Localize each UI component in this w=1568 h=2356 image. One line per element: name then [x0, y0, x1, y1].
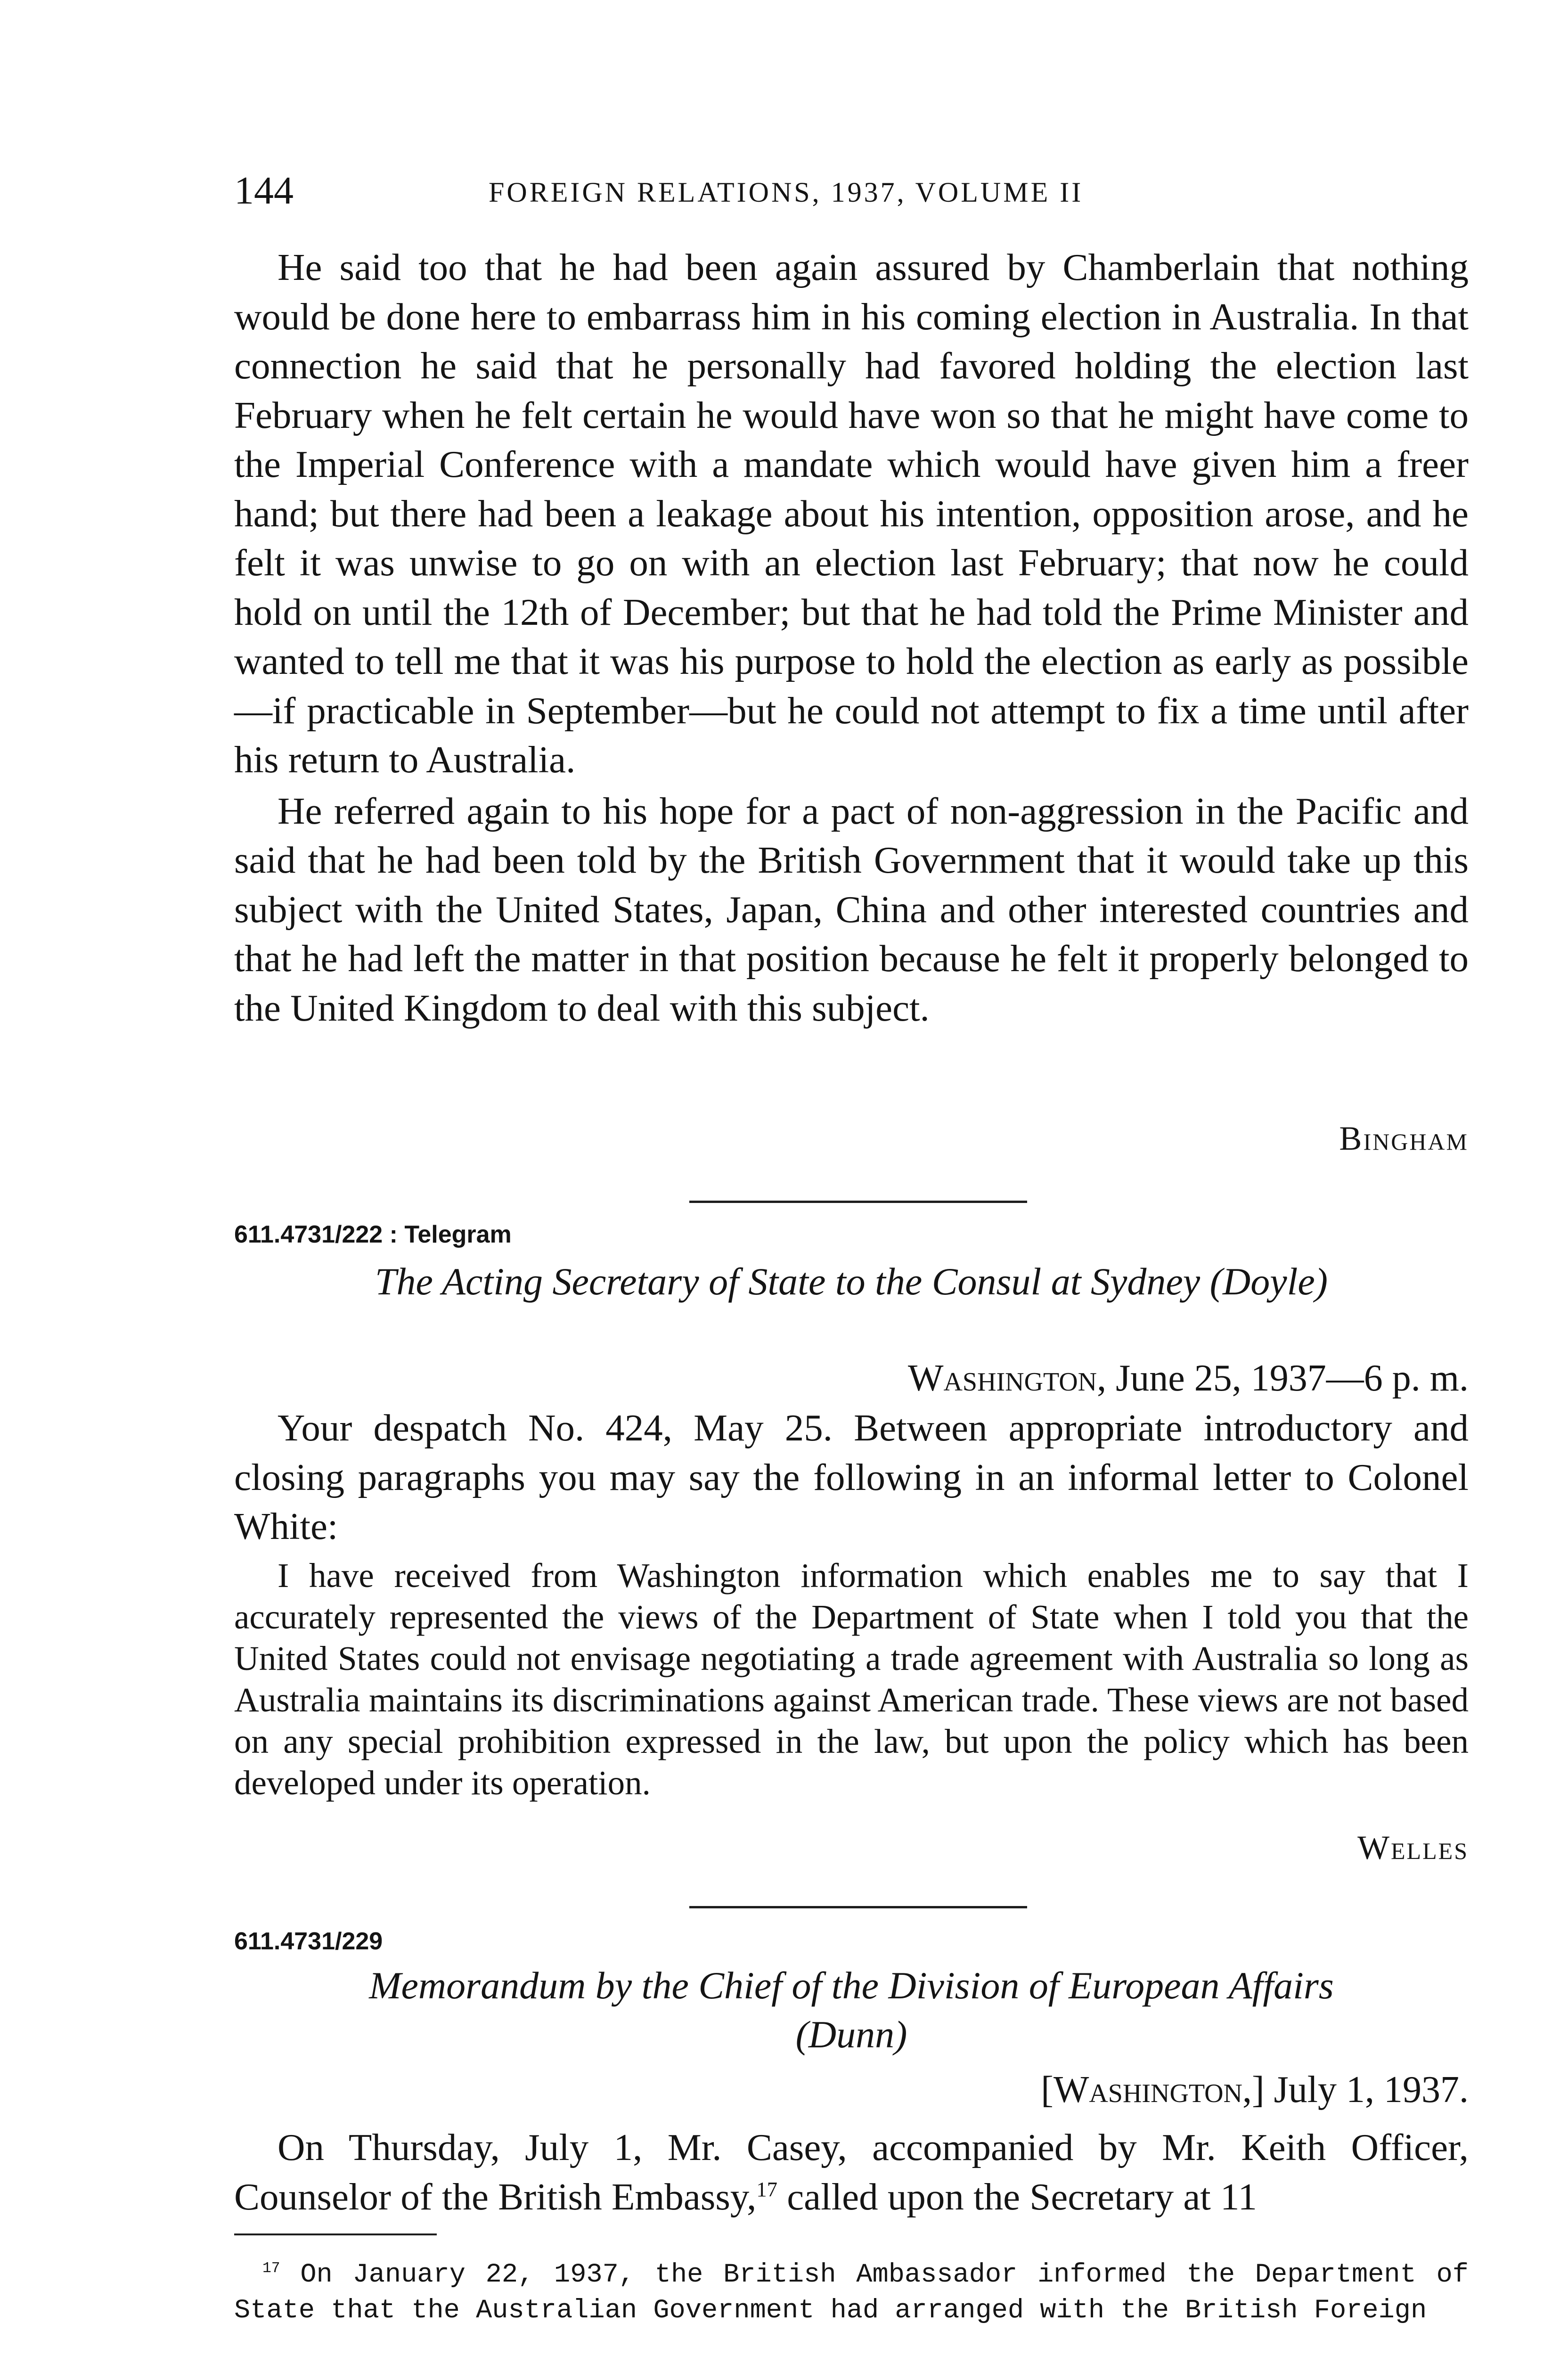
footnote-reference[interactable]: 17 — [756, 2177, 777, 2201]
footnote-17 — [234, 2257, 1469, 2329]
memorandum-body-block — [234, 2123, 1469, 2221]
footnote-text: On January 22, 1937, the British Ambassador informed the Department of State that the Australian Government had arranged with the British Foreign — [234, 2260, 1469, 2326]
running-head: FOREIGN RELATIONS, 1937, VOLUME II — [489, 177, 1084, 208]
page-header — [234, 165, 1469, 217]
page-number: 144 — [234, 169, 294, 213]
telegram-body-block — [234, 1403, 1469, 1551]
telegram-quote-block — [234, 1555, 1469, 1804]
memorandum-dateline-date: July 1, 1937. — [1274, 2069, 1469, 2111]
memorandum-dateline-place: [Washington,] — [1041, 2069, 1265, 2111]
continuation-paragraph-1: He said too that he had been again assured by Chamberlain that nothing would be done here to embarrass him in his coming election in Australia. In that connection he said that he personally had favored holding the election last February when he felt certain he would have won so that he might have come to the Imperial Conference with a mandate which would have given him a freer hand; but there had been a leakage about his intention, opposition arose, and he felt it was unwise to go on with an election last February; that now he could hold on until the 12th of December; but that he had told the Prime Minister and wanted to tell me that it was his purpose to hold the election as early as possible—if practicable in September—but he could not attempt to fix a time until after his return to Australia. — [234, 246, 1469, 781]
memorandum-dateline — [1041, 2069, 1469, 2111]
signature-welles: Welles — [1357, 1829, 1469, 1866]
telegram-title: The Acting Secretary of State to the Consul at Sydney (Doyle) — [375, 1260, 1328, 1303]
memorandum-title-line-1: Memorandum by the Chief of the Division of European Affairs — [369, 1964, 1334, 2007]
section-divider — [689, 1201, 1027, 1203]
memorandum-title-line-2: (Dunn) — [795, 2013, 907, 2056]
footnote-mark: 17 — [262, 2260, 280, 2277]
footnote-rule — [234, 2233, 437, 2235]
continuation-paragraph-2: He referred again to his hope for a pact of non-aggression in the Pacific and said that he had been told by the British Government that it would take up this subject with the United States, Japan, China and other interested countries and that he had left the matter in that position because he felt it properly belonged to the United Kingdom to deal with this subject. — [234, 789, 1469, 1029]
telegram-dateline-place: Washington, — [907, 1358, 1107, 1399]
signature-bingham: Bingham — [1339, 1120, 1469, 1157]
memorandum-body — [234, 2123, 1469, 2221]
section-divider-2 — [689, 1906, 1027, 1908]
memorandum-body-end: called upon the Secretary at 11 — [777, 2175, 1258, 2218]
memorandum-body-start: On Thursday, July 1, Mr. Casey, accompanied by Mr. Keith Officer, Counselor of the British Embassy, — [234, 2126, 1469, 2218]
memorandum-title — [234, 1961, 1469, 2059]
continuation-section — [234, 243, 1469, 1032]
file-reference-memorandum: 611.4731/229 — [234, 1928, 383, 1955]
telegram-dateline-date: June 25, 1937—6 p. m. — [1116, 1358, 1469, 1399]
telegram-quote: I have received from Washington information which enables me to say that I accurately represented the views of the Department of State when I told you that the United States could not envisage negotiating a trade agreement with Australia so long as Australia maintains its discriminations against American trade. These views are not based on any special prohibition expressed in the law, but upon the policy which has been developed under its operation. — [234, 1556, 1469, 1802]
telegram-dateline — [908, 1357, 1469, 1400]
file-reference-telegram: 611.4731/222 : Telegram — [234, 1221, 512, 1248]
telegram-body: Your despatch No. 424, May 25. Between appropriate introductory and closing paragraphs you may say the following in an informal letter to Colonel White: — [234, 1407, 1469, 1547]
